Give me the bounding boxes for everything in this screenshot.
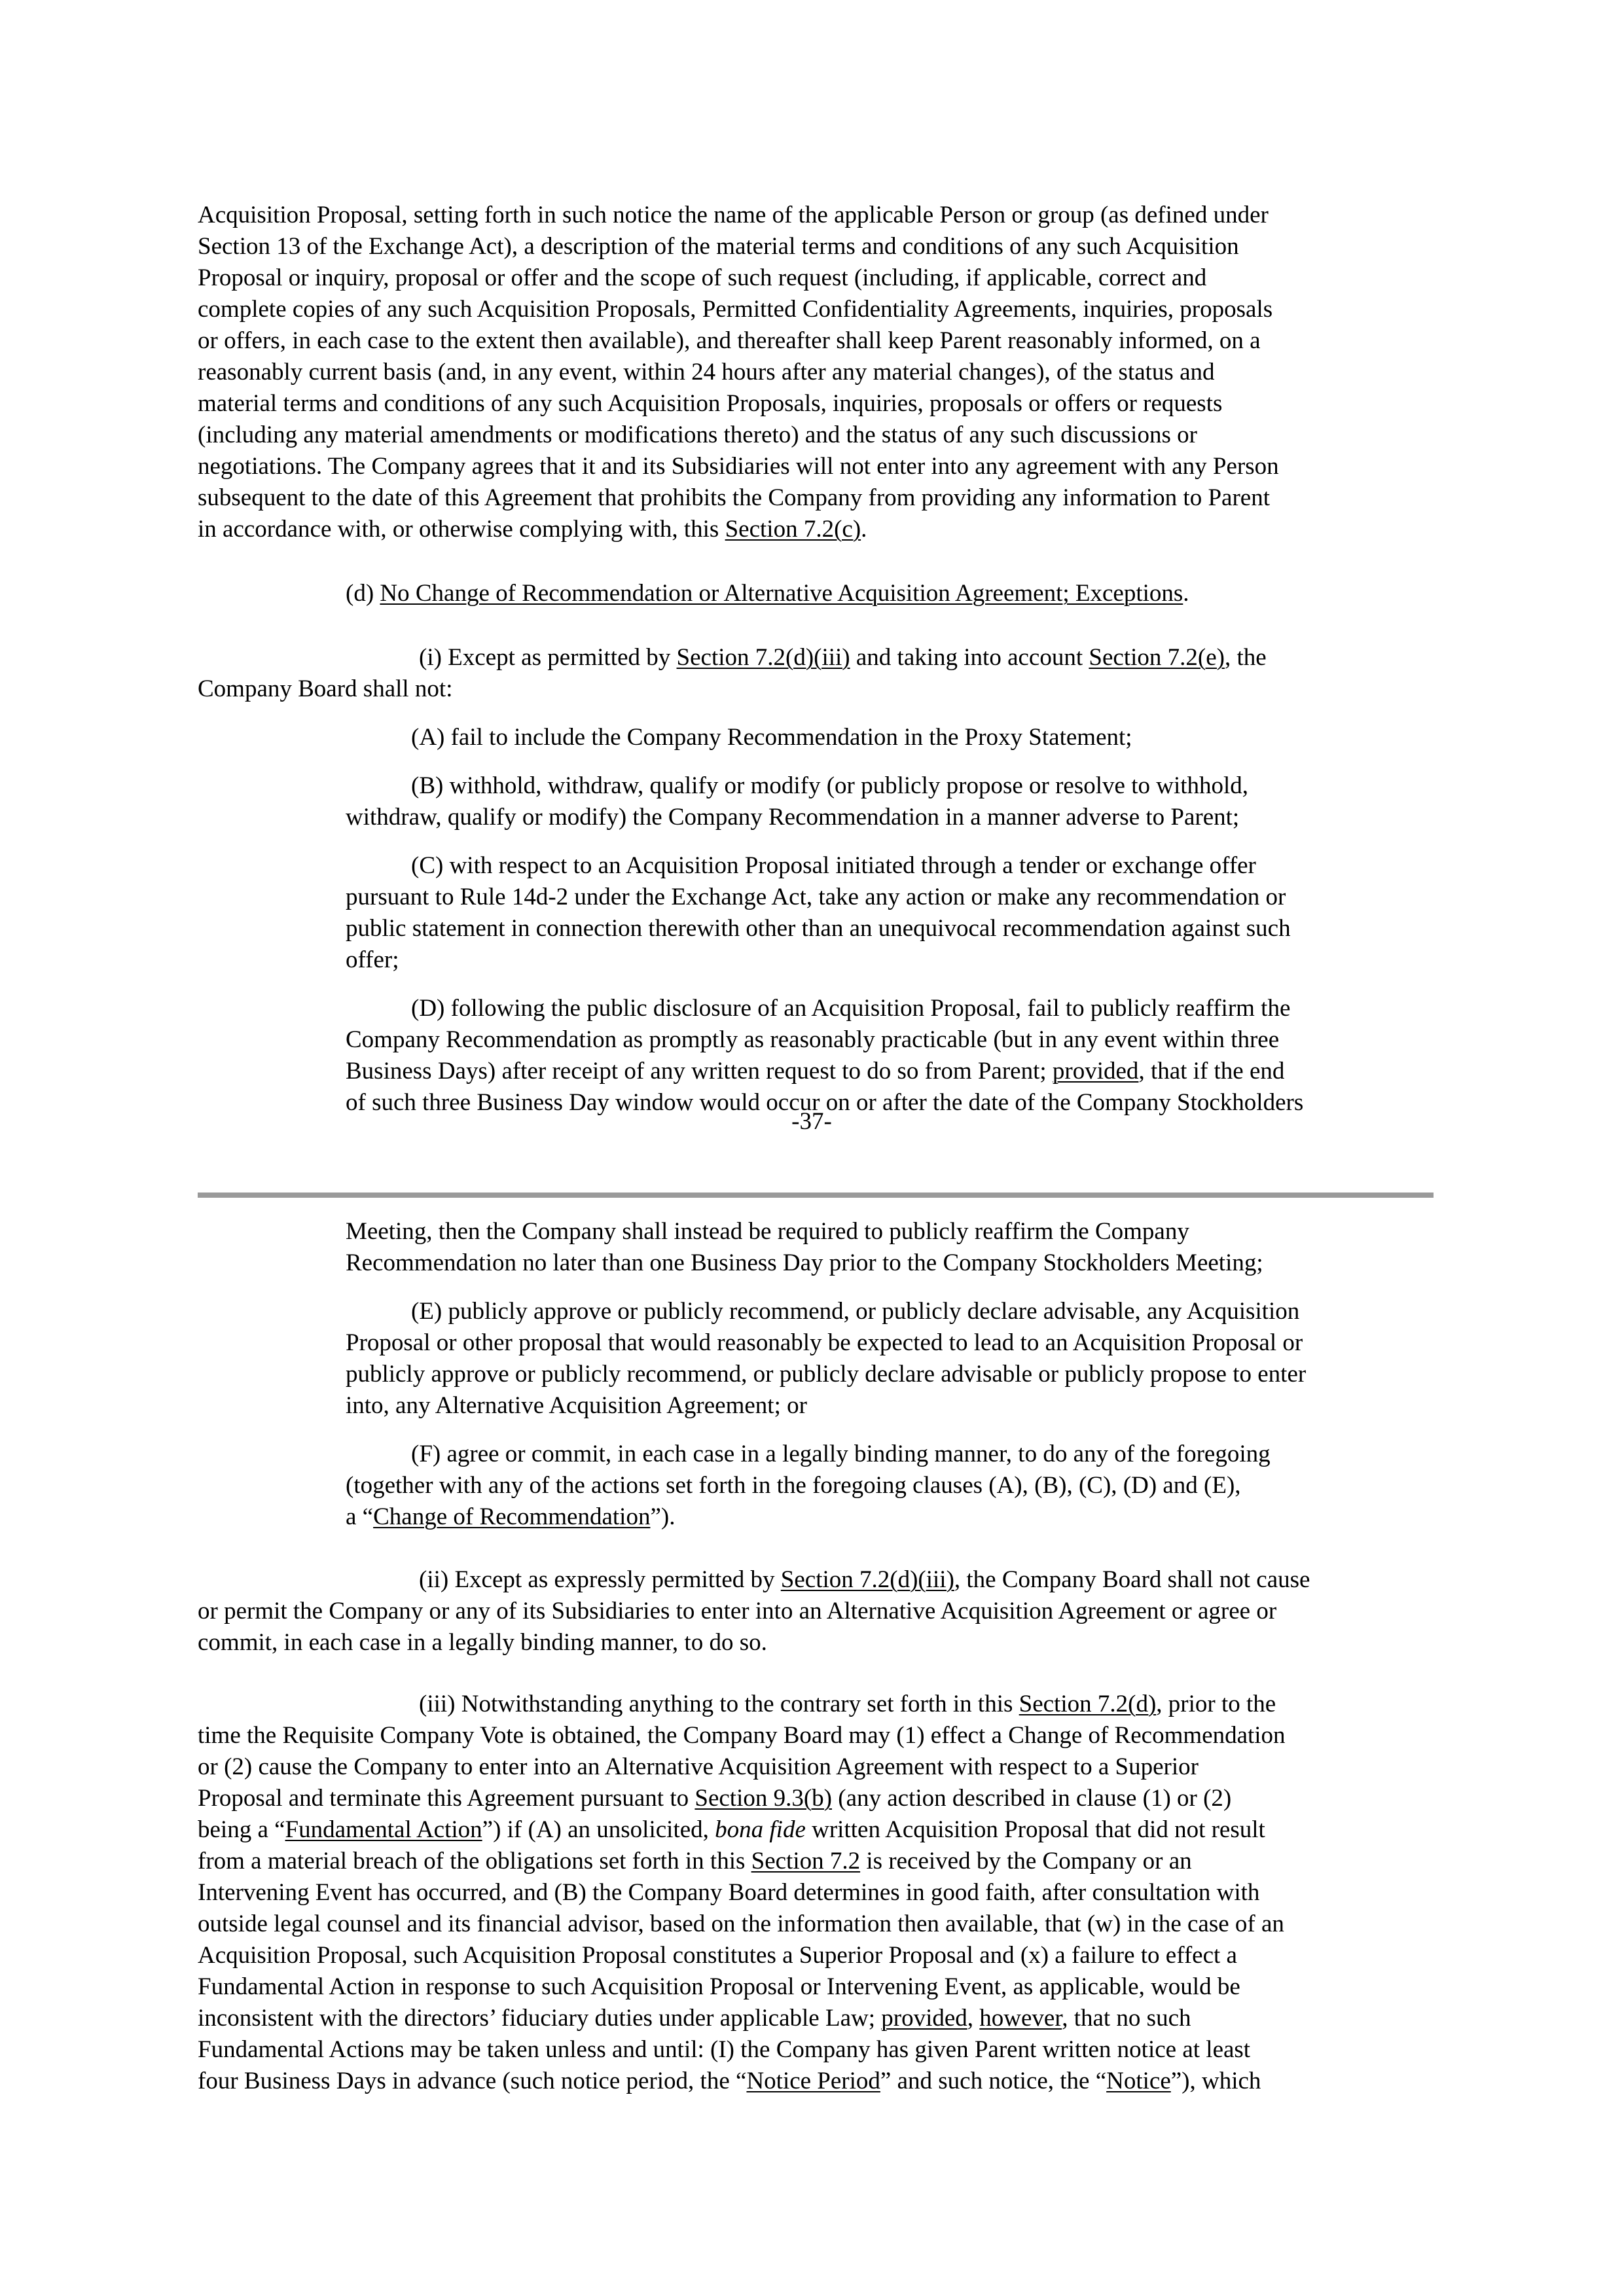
text-run: material terms and conditions of any such Acquisition Proposals, inquiries, proposals or offers or requests [198, 390, 1223, 417]
text-line [346, 1470, 1241, 1501]
text-run: or permit the Company or any of its Subsidiaries to enter into an Alternative Acquisition Agreement or agree or [198, 1598, 1277, 1624]
text-line [419, 642, 1267, 673]
text-run: four Business Days in advance (such notice period, the “ [198, 2068, 747, 2094]
text-run: subsequent to the date of this Agreement that prohibits the Company from providing any information to Parent [198, 484, 1270, 511]
text-run: ”) if (A) an unsolicited, [482, 1816, 715, 1843]
text-run: , [967, 2005, 980, 2032]
page-number: -37- [791, 1108, 832, 1135]
text-run: in accordance with, or otherwise complying with, this [198, 516, 725, 543]
text-line [346, 802, 1239, 833]
text-run: (together with any of the actions set forth in the foregoing clauses (A), (B), (C), (D) and (E), [346, 1472, 1241, 1499]
text-line [346, 913, 1291, 944]
text-run: outside legal counsel and its financial advisor, based on the information then available, that (w) in the case of an [198, 1910, 1284, 1937]
text-line [198, 2066, 1261, 2097]
text-run: (including any material amendments or modifications thereto) and the status of any such discussions or [198, 422, 1197, 448]
text-line [198, 262, 1206, 294]
text-run: Acquisition Proposal, such Acquisition Proposal constitutes a Superior Proposal and (x) a failure to effect a [198, 1942, 1237, 1969]
text-line [346, 1501, 675, 1533]
text-run: or offers, in each case to the extent then available), and thereafter shall keep Parent reasonably informed, on a [198, 327, 1261, 354]
text-run: a “ [346, 1503, 374, 1530]
text-line [198, 388, 1222, 420]
text-run: , that no such [1062, 2005, 1191, 2032]
text-run: is received by the Company or an [860, 1848, 1192, 1874]
text-line [198, 325, 1261, 357]
text-run: pursuant to Rule 14d-2 under the Exchange Act, take any action or make any recommendation or [346, 884, 1286, 910]
text-line [198, 2003, 1191, 2034]
text-run: Intervening Event has occurred, and (B) the Company Board determines in good faith, after consultation with [198, 1879, 1260, 1906]
text-line [198, 514, 867, 545]
cross-reference: Section 7.2(e) [1089, 644, 1225, 671]
italic-term: bona fide [715, 1816, 806, 1843]
text-run: publicly approve or publicly recommend, or publicly declare advisable or publicly propose to enter [346, 1361, 1307, 1388]
text-run: . [1183, 580, 1189, 607]
text-run: (D) following the public disclosure of an Acquisition Proposal, fail to publicly reaffirm the [411, 995, 1291, 1022]
text-run: written Acquisition Proposal that did not result [805, 1816, 1265, 1843]
cross-reference: Section 7.2(c) [725, 516, 861, 543]
text-run: Company Board shall not: [198, 675, 453, 702]
text-line [411, 1296, 1299, 1327]
text-run: reasonably current basis (and, in any event, within 24 hours after any material changes), of the status and [198, 359, 1215, 386]
text-run: , that if the end [1138, 1058, 1285, 1085]
cross-reference: provided [1052, 1058, 1139, 1085]
text-run: Proposal or inquiry, proposal or offer and the scope of such request (including, if applicable, correct and [198, 264, 1207, 291]
text-line [411, 850, 1256, 882]
cross-reference: Fundamental Action [285, 1816, 482, 1843]
text-line [346, 1390, 807, 1422]
text-run: Proposal and terminate this Agreement pursuant to [198, 1785, 695, 1812]
text-line [198, 294, 1272, 325]
text-line [411, 770, 1248, 802]
text-line [346, 1359, 1306, 1390]
text-line [346, 578, 1189, 609]
cross-reference: Section 7.2(d)(iii) [780, 1566, 954, 1593]
text-line [198, 482, 1270, 514]
text-line [198, 1751, 1199, 1783]
cross-reference: however [979, 2005, 1062, 2032]
text-line [198, 420, 1197, 451]
text-run: , the [1224, 644, 1267, 671]
cross-reference: provided [881, 2005, 967, 2032]
text-line [198, 1814, 1265, 1846]
text-line [198, 231, 1239, 262]
text-line [419, 1689, 1276, 1720]
text-run: being a “ [198, 1816, 285, 1843]
cross-reference: Change of Recommendation [373, 1503, 651, 1530]
text-run: time the Requisite Company Vote is obtained, the Company Board may (1) effect a Change of Recommendation [198, 1722, 1286, 1749]
text-run: Fundamental Action in response to such Acquisition Proposal or Intervening Event, as applicable, would be [198, 1973, 1240, 2000]
text-run: negotiations. The Company agrees that it and its Subsidiaries will not enter into any agreement with any Person [198, 453, 1279, 480]
text-line [411, 1439, 1271, 1470]
text-run: (ii) Except as expressly permitted by [419, 1566, 781, 1593]
text-run: Business Days) after receipt of any written request to do so from Parent; [346, 1058, 1053, 1085]
cross-reference: No Change of Recommendation or Alternative Acquisition Agreement; Exceptions [380, 580, 1183, 607]
text-run: inconsistent with the directors’ fiduciary duties under applicable Law; [198, 2005, 882, 2032]
cross-reference: Section 7.2 [751, 1848, 861, 1874]
cross-reference: Section 7.2(d)(iii) [676, 644, 850, 671]
text-run: (iii) Notwithstanding anything to the contrary set forth in this [419, 1691, 1019, 1717]
text-run: ” and such notice, the “ [880, 2068, 1107, 2094]
text-run: , prior to the [1156, 1691, 1276, 1717]
text-line [198, 1627, 767, 1659]
text-line [346, 882, 1286, 913]
text-line [198, 1720, 1286, 1751]
text-run: offer; [346, 946, 399, 973]
text-run: (any action described in clause (1) or (2) [832, 1785, 1232, 1812]
text-line [198, 1971, 1240, 2003]
text-line [198, 1596, 1276, 1627]
cross-reference: Notice Period [746, 2068, 880, 2094]
text-line [198, 1877, 1259, 1909]
text-run: of such three Business Day window would occur on or after the date of the Company Stockholders [346, 1089, 1304, 1116]
text-run: ”), which [1170, 2068, 1261, 2094]
text-line [346, 1327, 1303, 1359]
text-run: and taking into account [850, 644, 1089, 671]
text-run: Recommendation no later than one Business Day prior to the Company Stockholders Meeting; [346, 1249, 1263, 1276]
cross-reference: Section 9.3(b) [695, 1785, 832, 1812]
text-line [198, 2034, 1250, 2066]
page-break-rule [198, 1193, 1434, 1198]
text-line [419, 1564, 1310, 1596]
text-run: Fundamental Actions may be taken unless and until: (I) the Company has given Parent written notice at least [198, 2036, 1251, 2063]
text-line [346, 1216, 1189, 1247]
text-run: withdraw, qualify or modify) the Company Recommendation in a manner adverse to Parent; [346, 804, 1240, 831]
text-run: (C) with respect to an Acquisition Proposal initiated through a tender or exchange offer [411, 852, 1256, 879]
text-run: (E) publicly approve or publicly recommend, or publicly declare advisable, any Acquisition [411, 1298, 1300, 1325]
text-run: into, any Alternative Acquisition Agreement; or [346, 1392, 807, 1419]
text-line [411, 722, 1132, 753]
cross-reference: Notice [1106, 2068, 1171, 2094]
text-run: or (2) cause the Company to enter into an Alternative Acquisition Agreement with respect to a Superior [198, 1753, 1199, 1780]
text-run: commit, in each case in a legally binding manner, to do so. [198, 1629, 767, 1656]
text-run: (d) [346, 580, 380, 607]
text-run: Section 13 of the Exchange Act), a description of the material terms and conditions of any such Acquisition [198, 233, 1239, 260]
text-run: Company Recommendation as promptly as reasonably practicable (but in any event within three [346, 1026, 1280, 1053]
text-line [198, 1846, 1192, 1877]
text-run: , the Company Board shall not cause [954, 1566, 1310, 1593]
text-line [198, 200, 1269, 231]
text-line [198, 451, 1279, 482]
text-run: public statement in connection therewith other than an unequivocal recommendation against such [346, 915, 1291, 942]
cross-reference: Section 7.2(d) [1019, 1691, 1157, 1717]
text-run: (i) Except as permitted by [419, 644, 677, 671]
text-run: from a material breach of the obligations set forth in this [198, 1848, 751, 1874]
text-line [198, 673, 453, 705]
text-line [198, 1783, 1231, 1814]
text-run: Acquisition Proposal, setting forth in such notice the name of the applicable Person or group (as defined under [198, 202, 1269, 228]
text-line [346, 1056, 1284, 1087]
text-run: complete copies of any such Acquisition Proposals, Permitted Confidentiality Agreements, inquiries, proposals [198, 296, 1273, 323]
text-run: . [861, 516, 867, 543]
text-line [346, 1247, 1263, 1279]
text-line [198, 1909, 1284, 1940]
text-run: Meeting, then the Company shall instead be required to publicly reaffirm the Company [346, 1218, 1189, 1245]
text-line [346, 1024, 1279, 1056]
text-line [411, 993, 1290, 1024]
text-line [346, 944, 399, 976]
text-run: (A) fail to include the Company Recommendation in the Proxy Statement; [411, 724, 1132, 751]
text-run: (F) agree or commit, in each case in a legally binding manner, to do any of the foregoing [411, 1441, 1271, 1467]
text-run: Proposal or other proposal that would reasonably be expected to lead to an Acquisition Proposal or [346, 1329, 1303, 1356]
text-line [198, 357, 1215, 388]
text-run: (B) withhold, withdraw, qualify or modify (or publicly propose or resolve to withhold, [411, 772, 1249, 799]
text-run: ”). [650, 1503, 676, 1530]
text-line [198, 1940, 1237, 1971]
